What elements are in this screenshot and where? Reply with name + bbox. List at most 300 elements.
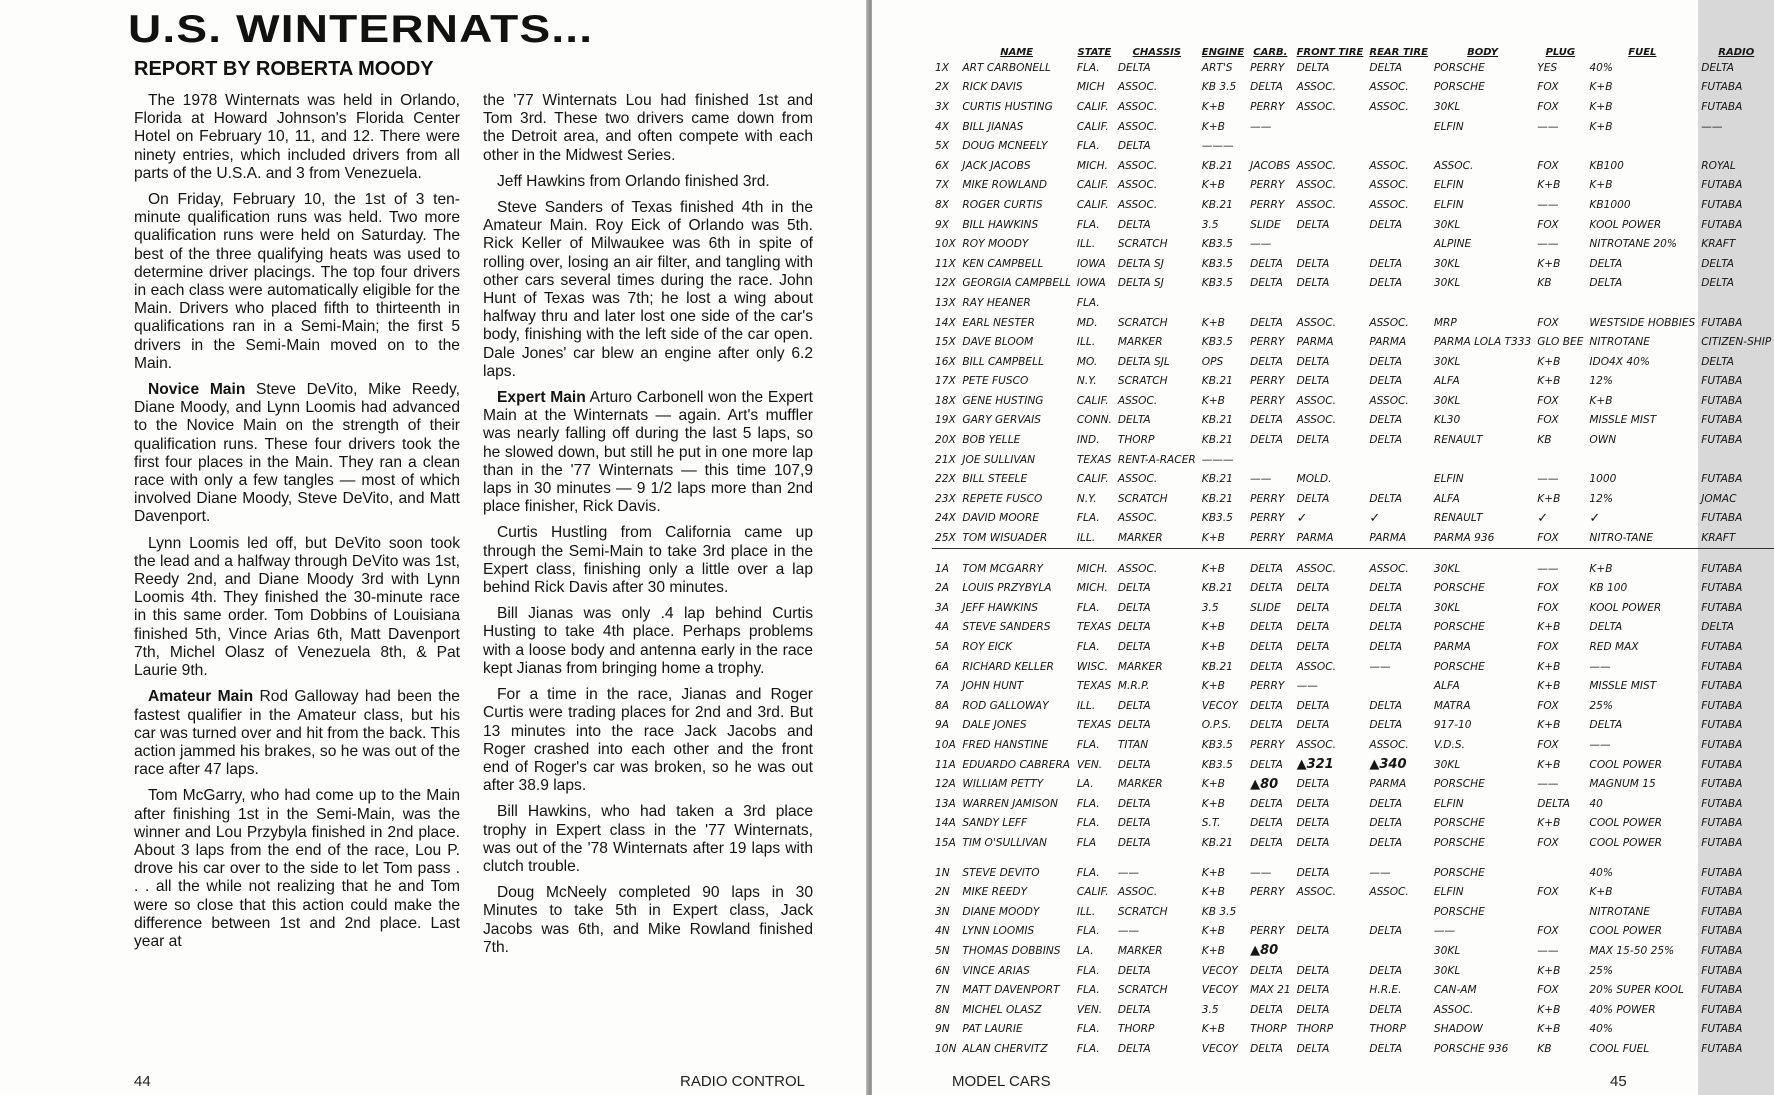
cell-carb: PERRY [1250, 738, 1285, 751]
cell-driver-name: GEORGIA CAMPBELL [962, 277, 1071, 290]
cell-engine: KB.21 [1201, 414, 1233, 427]
cell-body: PORSCHE [1433, 778, 1485, 791]
cell-front-tire: ASSOC. [1296, 660, 1337, 673]
result-row-novice [932, 1020, 1774, 1040]
paragraph-text: Rod Galloway had been the fastest qualifier in the Amateur class, but his car was turned over and hit from the back. This action jammed his brakes, so he was out of the race after 47 laps. [134, 688, 460, 779]
cell-rear-tire: DELTA [1369, 355, 1403, 368]
cell-driver-name: TOM WISUADER [959, 528, 1074, 548]
cell-body: CAN-AM [1433, 984, 1477, 997]
cell-place: 13X [935, 296, 956, 309]
cell-radio: FUTABA [1701, 719, 1743, 732]
cell-fuel: K+B [1589, 179, 1613, 192]
cell-state: FLA. [1076, 218, 1100, 231]
cell-plug: —— [1537, 473, 1559, 486]
cell-engine: KB3.5 [1201, 238, 1233, 251]
cell-chassis: DELTA [1117, 1003, 1151, 1016]
cell-radio: FUTABA [1701, 817, 1743, 830]
cell-chassis: ASSOC. [1117, 562, 1158, 575]
cell-chassis: ASSOC. [1117, 394, 1158, 407]
cell-place: 5N [935, 944, 950, 957]
cell-fuel: COOL POWER [1589, 925, 1663, 938]
cell-carb: PERRY [1250, 179, 1285, 192]
cell-rear-tire: DELTA [1369, 1042, 1403, 1055]
cell-body: 917-10 [1433, 719, 1472, 732]
cell-rear-tire: ASSOC. [1369, 198, 1409, 211]
cell-engine: KB.21 [1201, 836, 1233, 849]
cell-carb: PERRY [1250, 198, 1285, 211]
cell-state: FLA. [1076, 984, 1100, 997]
result-row-novice [932, 1000, 1774, 1020]
cell-place: 2A [935, 582, 949, 595]
cell-rear-tire: PARMA [1369, 336, 1407, 349]
cell-place: 3X [935, 100, 949, 113]
cell-rear-tire: ASSOC. [1369, 394, 1409, 407]
article-paragraph [134, 535, 460, 681]
cell-radio: FUTABA [1701, 434, 1743, 447]
cell-front-tire: DELTA [1296, 925, 1330, 938]
cell-plug: —— [1537, 120, 1559, 133]
cell-place: 9X [935, 218, 949, 231]
cell-chassis: DELTA [1117, 719, 1151, 732]
result-row-amateur [932, 637, 1774, 657]
left-page [0, 0, 868, 1095]
cell-driver-name: MICHEL OLASZ [962, 1003, 1042, 1016]
cell-rear-tire: DELTA [1369, 621, 1403, 634]
cell-rear-tire: —— [1369, 866, 1391, 879]
paragraph-text: Steve Sanders of Texas finished 4th in the Amateur Main. Roy Eick of Orlando was 5th. Rick Keller of Milwaukee was 6th in spite of rolling over, losing an air filter, and tangling with other cars several times during the race. John Hunt of Texas was 7th; he lost a wing about halfway thru and later lost one side of the car's body, finishing with the left side of the car open. Dale Jones' car blew an engine after only 6.2 laps. [483, 199, 813, 380]
cell-rear-tire: ASSOC. [1369, 562, 1409, 575]
cell-driver-name: KEN CAMPBELL [962, 257, 1044, 270]
cell-body: MRP [1433, 316, 1457, 329]
cell-carb: DELTA [1250, 582, 1283, 595]
cell-engine: KB3.5 [1201, 336, 1233, 349]
cell-place: 15X [935, 336, 956, 349]
cell-body: SHADOW [1433, 1023, 1483, 1036]
cell-plug: ✓ [1537, 510, 1549, 526]
cell-plug: —— [1537, 198, 1559, 211]
cell-chassis: MARKER [1117, 336, 1163, 349]
cell-plug: FOX [1537, 699, 1559, 712]
cell-rear-tire: ASSOC. [1369, 81, 1409, 94]
cell-engine: KB.21 [1201, 375, 1233, 388]
cell-front-tire: DELTA [1296, 817, 1330, 830]
cell-chassis: DELTA SJ [1117, 277, 1164, 290]
cell-place: 9N [935, 1023, 950, 1036]
article-paragraph [483, 199, 813, 381]
cell-plug: FOX [1537, 641, 1559, 654]
cell-place: 20X [935, 434, 956, 447]
cell-place: 4X [935, 120, 949, 133]
result-row-expert [932, 156, 1774, 176]
cell-rear-tire: DELTA [1369, 492, 1403, 505]
cell-front-tire: DELTA [1296, 621, 1330, 634]
cell-carb: DELTA [1250, 758, 1283, 771]
cell-fuel: MISSLE MIST [1589, 680, 1657, 693]
cell-fuel: KB 100 [1589, 582, 1628, 595]
cell-body: MATRA [1433, 699, 1471, 712]
cell-radio [1698, 450, 1774, 470]
cell-fuel: OWN [1589, 434, 1617, 447]
cell-fuel: NITROTANE [1589, 336, 1651, 349]
article-byline: REPORT BY ROBERTA MOODY [134, 58, 434, 80]
cell-rear-tire: DELTA [1369, 61, 1403, 74]
cell-place: 8A [935, 699, 949, 712]
cell-rear-tire: DELTA [1369, 218, 1403, 231]
cell-fuel: KOOL POWER [1589, 218, 1662, 231]
cell-fuel [1586, 450, 1698, 470]
article-paragraph [483, 884, 813, 957]
cell-radio: FUTABA [1701, 680, 1743, 693]
cell-plug: —— [1537, 562, 1559, 575]
cell-place: 11X [935, 257, 956, 270]
header-rear-tire: REAR TIRE [1369, 47, 1428, 58]
cell-radio: FUTABA [1701, 198, 1743, 211]
cell-driver-name: JEFF HAWKINS [962, 601, 1039, 614]
cell-fuel: DELTA [1589, 257, 1623, 270]
cell-plug: FOX [1537, 316, 1559, 329]
article-paragraph [483, 686, 813, 795]
cell-body: PARMA LOLA T333 [1433, 336, 1532, 349]
cell-engine: K+B [1201, 944, 1225, 957]
cell-place: 12A [935, 778, 956, 791]
cell-carb: PERRY [1250, 394, 1285, 407]
cell-front-tire: ASSOC. [1296, 159, 1337, 172]
cell-state: VEN. [1076, 758, 1103, 771]
cell-driver-name: DAVE BLOOM [962, 336, 1034, 349]
cell-chassis: DELTA SJL [1117, 355, 1170, 368]
header-state: STATE [1077, 47, 1112, 58]
result-row-expert [932, 313, 1774, 333]
cell-fuel: IDO4X 40% [1589, 355, 1650, 368]
cell-chassis: SCRATCH [1117, 905, 1168, 918]
cell-radio: FUTABA [1701, 218, 1743, 231]
cell-engine: K+B [1201, 100, 1225, 113]
cell-carb: ▲80 [1250, 776, 1279, 792]
cell-fuel: MISSLE MIST [1589, 414, 1657, 427]
cell-state: CALIF. [1076, 198, 1109, 211]
cell-body: RENAULT [1433, 512, 1483, 525]
cell-carb: DELTA [1250, 1042, 1283, 1055]
cell-rear-tire: H.R.E. [1369, 984, 1402, 997]
cell-chassis: DELTA [1117, 140, 1151, 153]
cell-body: PORSCHE [1433, 817, 1485, 830]
cell-engine: K+B [1201, 866, 1225, 879]
cell-fuel [1586, 293, 1698, 313]
header-place [932, 30, 959, 58]
cell-front-tire: PARMA [1294, 528, 1367, 548]
cell-fuel: 40 [1589, 797, 1603, 810]
cell-body: PORSCHE [1433, 621, 1485, 634]
cell-body: ALFA [1433, 375, 1460, 388]
cell-driver-name: ART CARBONELL [962, 61, 1051, 74]
cell-radio: KRAFT [1701, 238, 1736, 251]
cell-plug [1534, 902, 1586, 922]
cell-driver-name: STEVE DEVITO [962, 866, 1040, 879]
cell-place: 15A [935, 836, 956, 849]
cell-carb: DELTA [1250, 719, 1283, 732]
cell-driver-name: EARL NESTER [962, 316, 1035, 329]
cell-radio: DELTA [1701, 61, 1735, 74]
cell-chassis: DELTA [1117, 758, 1151, 771]
cell-fuel: K+B [1589, 81, 1613, 94]
cell-fuel: K+B [1589, 394, 1613, 407]
cell-carb: DELTA [1250, 817, 1283, 830]
result-row-expert [932, 352, 1774, 372]
cell-engine: K+B [1201, 680, 1225, 693]
cell-carb: PERRY [1250, 680, 1285, 693]
cell-front-tire: DELTA [1296, 434, 1330, 447]
cell-state: FLA. [1076, 641, 1100, 654]
cell-fuel [1586, 136, 1698, 156]
cell-engine: K+B [1201, 797, 1225, 810]
cell-plug: FOX [1537, 218, 1559, 231]
cell-driver-name: FRED HANSTINE [962, 738, 1049, 751]
article-paragraph [134, 787, 460, 951]
cell-radio: FUTABA [1701, 944, 1743, 957]
cell-body: —— [1433, 925, 1456, 938]
result-row-expert [932, 234, 1774, 254]
cell-driver-name: DOUG MCNEELY [962, 140, 1048, 153]
cell-plug: K+B [1537, 660, 1561, 673]
cell-place: 10A [935, 738, 956, 751]
cell-driver-name: ROY EICK [962, 641, 1013, 654]
cell-plug: FOX [1537, 100, 1559, 113]
cell-carb: DELTA [1250, 257, 1283, 270]
cell-driver-name: TOM MCGARRY [962, 562, 1043, 575]
cell-body: ELFIN [1433, 120, 1464, 133]
cell-radio: FUTABA [1701, 886, 1743, 899]
cell-fuel: K+B [1589, 100, 1613, 113]
cell-driver-name: TIM O'SULLIVAN [962, 836, 1047, 849]
spacer-cell [932, 548, 1774, 559]
cell-rear-tire: DELTA [1369, 719, 1403, 732]
paragraph-text: Lynn Loomis led off, but DeVito soon took the lead and a halfway through DeVito was 1st, Reedy 2nd, and Diane Moody 3rd with Lynn Loomis 4th. They finished the 30-minute race in this same order. Tom Dobbins of Louisiana finished 5th, Vince Arias 6th, Matt Davenport 7th, Michel Olasz of Venezuela 8th, & Pat Laurie 9th. [134, 534, 460, 680]
cell-plug: FOX [1537, 414, 1559, 427]
cell-engine: KB3.5 [1201, 277, 1233, 290]
cell-state: ILL. [1076, 336, 1096, 349]
header-name: NAME [1000, 47, 1034, 58]
cell-driver-name: LOUIS PRZYBYLA [962, 582, 1052, 595]
cell-state: FLA. [1076, 61, 1100, 74]
cell-radio: FUTABA [1701, 797, 1743, 810]
cell-body: ELFIN [1433, 179, 1464, 192]
cell-chassis: DELTA [1117, 797, 1151, 810]
cell-engine: VECOY [1201, 984, 1238, 997]
cell-fuel: 12% [1589, 375, 1613, 388]
cell-engine: ——— [1201, 140, 1234, 153]
cell-state: FLA. [1076, 1042, 1100, 1055]
cell-radio: DELTA [1701, 277, 1735, 290]
cell-front-tire: ASSOC. [1296, 414, 1337, 427]
cell-state: IND. [1076, 434, 1100, 447]
cell-carb: DELTA [1250, 641, 1283, 654]
cell-plug: GLO BEE [1537, 336, 1584, 349]
cell-fuel: 25% [1589, 964, 1613, 977]
cell-driver-name: RAY HEANER [962, 296, 1031, 309]
result-row-expert [932, 450, 1774, 470]
cell-rear-tire: DELTA [1369, 797, 1403, 810]
cell-body: 30KL [1433, 277, 1461, 290]
cell-fuel: 40% [1589, 866, 1613, 879]
cell-rear-tire: DELTA [1369, 836, 1403, 849]
result-row-expert [932, 469, 1774, 489]
cell-plug: —— [1537, 238, 1559, 251]
cell-state: FLA. [1076, 601, 1100, 614]
cell-radio: JOMAC [1701, 492, 1737, 505]
cell-state: MICH [1076, 81, 1105, 94]
results-table [932, 30, 1774, 1059]
cell-front-tire: DELTA [1296, 257, 1330, 270]
result-row-expert [932, 391, 1774, 411]
cell-carb: PERRY [1250, 100, 1285, 113]
cell-plug: KB [1537, 277, 1552, 290]
paragraph-text: The 1978 Winternats was held in Orlando, Florida at Howard Johnson's Florida Center Hotel on February 10, 11, and 12. There were ninety entries, which included drivers from all parts of the U.S.A. and 3 from Venezuela. [134, 92, 460, 182]
cell-front-tire: DELTA [1296, 866, 1330, 879]
cell-carb: DELTA [1250, 1003, 1283, 1016]
cell-engine: KB 3.5 [1201, 905, 1237, 918]
cell-carb: PERRY [1247, 528, 1294, 548]
results-body [932, 58, 1774, 1059]
cell-front-tire: —— [1296, 680, 1318, 693]
cell-rear-tire: DELTA [1369, 817, 1403, 830]
cell-front-tire: DELTA [1296, 355, 1330, 368]
cell-engine: S.T. [1201, 817, 1221, 830]
article-paragraph [134, 191, 460, 373]
cell-body: PARMA [1433, 641, 1471, 654]
cell-rear-tire: DELTA [1369, 925, 1403, 938]
cell-fuel: K+B [1589, 886, 1613, 899]
cell-radio: FUTABA [1701, 582, 1743, 595]
cell-driver-name: RICHARD KELLER [962, 660, 1054, 673]
cell-carb: DELTA [1250, 621, 1283, 634]
cell-plug: —— [1537, 944, 1559, 957]
cell-radio: FUTABA [1701, 179, 1743, 192]
cell-driver-name: VINCE ARIAS [962, 964, 1030, 977]
cell-place: 6X [935, 159, 949, 172]
cell-engine: KB.21 [1201, 198, 1233, 211]
cell-body: 30KL [1433, 218, 1461, 231]
cell-place: 1A [935, 562, 949, 575]
result-row-novice [932, 980, 1774, 1000]
cell-driver-name: JOE SULLIVAN [962, 453, 1036, 466]
cell-state: LA. [1076, 778, 1094, 791]
cell-plug: FOX [1537, 601, 1559, 614]
cell-driver-name: LYNN LOOMIS [962, 925, 1035, 938]
cell-place: 2X [935, 81, 949, 94]
cell-engine: K+B [1201, 394, 1225, 407]
cell-radio: FUTABA [1701, 984, 1743, 997]
result-row-amateur [932, 794, 1774, 814]
cell-body: PORSCHE [1433, 582, 1485, 595]
cell-fuel: NITRO-TANE [1586, 528, 1698, 548]
cell-rear-tire: DELTA [1369, 641, 1403, 654]
cell-radio: FUTABA [1701, 925, 1743, 938]
cell-driver-name: GENE HUSTING [962, 394, 1044, 407]
cell-fuel: KB1000 [1589, 198, 1631, 211]
cell-radio: FUTABA [1701, 738, 1743, 751]
cell-carb: —— [1250, 238, 1272, 251]
cell-radio: FUTABA [1701, 905, 1743, 918]
cell-front-tire [1294, 117, 1367, 137]
cell-front-tire: DELTA [1296, 797, 1330, 810]
cell-state: FLA. [1076, 512, 1100, 525]
cell-place: 1N [935, 866, 950, 879]
cell-engine: K+B [1201, 778, 1225, 791]
cell-body: 30KL [1433, 601, 1461, 614]
cell-chassis: DELTA [1117, 621, 1151, 634]
cell-carb: PERRY [1250, 886, 1285, 899]
cell-front-tire: ASSOC. [1296, 394, 1337, 407]
cell-body: PORSCHE [1433, 866, 1485, 879]
result-row-expert [932, 489, 1774, 509]
cell-driver-name: ROD GALLOWAY [962, 699, 1049, 712]
cell-body: ELFIN [1433, 198, 1464, 211]
cell-front-tire: ASSOC. [1296, 562, 1337, 575]
cell-chassis: THORP [1117, 434, 1155, 447]
cell-radio: FUTABA [1701, 866, 1743, 879]
cell-state: TEXAS [1076, 453, 1112, 466]
cell-radio: FUTABA [1701, 836, 1743, 849]
cell-rear-tire: —— [1369, 660, 1391, 673]
article-title: U.S. WINTERNATS... [128, 8, 594, 51]
cell-body: ALFA [1433, 492, 1460, 505]
cell-driver-name: REPETE FUSCO [962, 492, 1043, 505]
article-paragraph [483, 173, 813, 191]
cell-fuel: —— [1589, 660, 1611, 673]
cell-body: PORSCHE [1433, 660, 1485, 673]
cell-rear-tire: PARMA [1369, 778, 1407, 791]
spacer-cell [932, 853, 1774, 863]
cell-carb: DELTA [1250, 414, 1283, 427]
cell-place: 7X [935, 179, 949, 192]
cell-chassis: SCRATCH [1117, 492, 1168, 505]
cell-fuel: 20% SUPER KOOL [1589, 984, 1684, 997]
cell-driver-name: DIANE MOODY [962, 905, 1040, 918]
cell-body: PORSCHE [1433, 61, 1485, 74]
cell-fuel: 25% [1589, 699, 1613, 712]
cell-driver-name: PETE FUSCO [962, 375, 1029, 388]
page-number-right: 45 [1610, 1073, 1627, 1090]
result-row-expert [932, 509, 1774, 529]
cell-state: FLA [1076, 836, 1097, 849]
cell-rear-tire: ▲340 [1369, 757, 1407, 773]
cell-engine: KB3.5 [1201, 738, 1233, 751]
cell-plug: FOX [1537, 582, 1559, 595]
cell-chassis: DELTA [1117, 218, 1151, 231]
result-row-expert [932, 332, 1774, 352]
cell-body: V.D.S. [1433, 738, 1465, 751]
cell-fuel: NITROTANE 20% [1589, 238, 1677, 251]
cell-state: TEXAS [1076, 680, 1112, 693]
result-row-amateur [932, 755, 1774, 775]
cell-front-tire: DELTA [1296, 641, 1330, 654]
result-row-expert [932, 78, 1774, 98]
cell-body: ELFIN [1433, 473, 1464, 486]
cell-rear-tire: ASSOC. [1369, 179, 1409, 192]
cell-chassis: TITAN [1117, 738, 1149, 751]
cell-plug: K+B [1537, 621, 1561, 634]
cell-front-tire [1294, 293, 1367, 313]
cell-state: ILL. [1076, 905, 1096, 918]
cell-carb: PERRY [1250, 61, 1285, 74]
cell-radio: DELTA [1701, 355, 1735, 368]
cell-front-tire: DELTA [1296, 492, 1330, 505]
cell-state: CALIF. [1076, 179, 1109, 192]
article-paragraph [483, 92, 813, 165]
cell-engine: KB 3.5 [1201, 81, 1237, 94]
group-spacer [932, 548, 1774, 559]
cell-fuel: MAGNUM 15 [1589, 778, 1656, 791]
